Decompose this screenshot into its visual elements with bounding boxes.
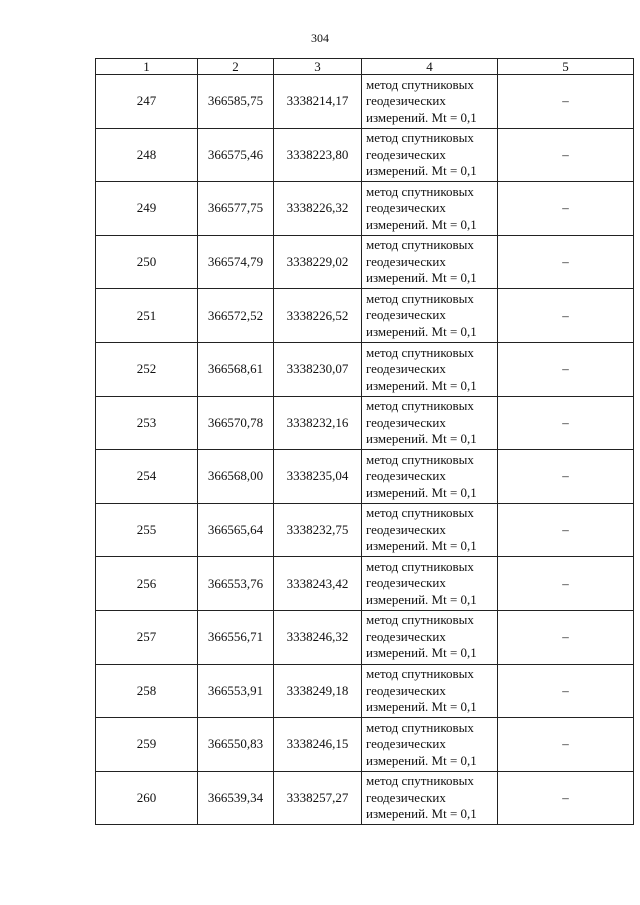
method-line: геодезических xyxy=(366,628,446,644)
coordinate-y: 3338223,80 xyxy=(274,128,362,182)
method-line: геодезических xyxy=(366,789,446,805)
table-header-row xyxy=(96,59,634,75)
method-line: метод спутниковых xyxy=(366,719,474,735)
coordinate-y: 3338246,32 xyxy=(274,610,362,664)
method-description xyxy=(362,664,498,718)
coordinate-y: 3338232,75 xyxy=(274,503,362,557)
point-number: 258 xyxy=(96,664,198,718)
method-line: метод спутниковых xyxy=(366,773,474,789)
method-line: измерений. Mt = 0,1 xyxy=(366,109,477,125)
point-number: 260 xyxy=(96,771,198,825)
method-line: измерений. Mt = 0,1 xyxy=(366,538,477,554)
table-row xyxy=(96,182,634,236)
note-dash: – xyxy=(498,450,634,504)
method-line: геодезических xyxy=(366,575,446,591)
note-dash: – xyxy=(498,235,634,289)
coordinate-y: 3338230,07 xyxy=(274,342,362,396)
method-line: геодезических xyxy=(366,361,446,377)
method-description xyxy=(362,182,498,236)
coordinate-y: 3338226,32 xyxy=(274,182,362,236)
note-dash: – xyxy=(498,664,634,718)
method-description xyxy=(362,450,498,504)
method-line: метод спутниковых xyxy=(366,451,474,467)
method-description xyxy=(362,557,498,611)
coordinate-x: 366570,78 xyxy=(198,396,274,450)
point-number: 259 xyxy=(96,718,198,772)
note-dash: – xyxy=(498,182,634,236)
method-description xyxy=(362,503,498,557)
method-line: метод спутниковых xyxy=(366,76,474,92)
method-line: измерений. Mt = 0,1 xyxy=(366,377,477,393)
table-row xyxy=(96,396,634,450)
coordinate-x: 366553,76 xyxy=(198,557,274,611)
table-row xyxy=(96,771,634,825)
method-description xyxy=(362,342,498,396)
method-line: измерений. Mt = 0,1 xyxy=(366,323,477,339)
method-line: геодезических xyxy=(366,414,446,430)
note-dash: – xyxy=(498,503,634,557)
coordinate-x: 366585,75 xyxy=(198,75,274,129)
method-line: измерений. Mt = 0,1 xyxy=(366,806,477,822)
method-description xyxy=(362,75,498,129)
coordinate-x: 366577,75 xyxy=(198,182,274,236)
point-number: 249 xyxy=(96,182,198,236)
header-col-3: 3 xyxy=(274,59,362,75)
table-body xyxy=(96,75,634,825)
method-line: метод спутниковых xyxy=(366,290,474,306)
method-line: метод спутниковых xyxy=(366,237,474,253)
table-row xyxy=(96,557,634,611)
coordinate-x: 366575,46 xyxy=(198,128,274,182)
method-line: геодезических xyxy=(366,682,446,698)
table-row xyxy=(96,289,634,343)
table-row xyxy=(96,235,634,289)
note-dash: – xyxy=(498,718,634,772)
method-line: метод спутниковых xyxy=(366,666,474,682)
method-line: метод спутниковых xyxy=(366,183,474,199)
coordinate-y: 3338232,16 xyxy=(274,396,362,450)
table-row xyxy=(96,664,634,718)
point-number: 250 xyxy=(96,235,198,289)
method-description xyxy=(362,235,498,289)
coordinate-y: 3338214,17 xyxy=(274,75,362,129)
point-number: 253 xyxy=(96,396,198,450)
method-line: измерений. Mt = 0,1 xyxy=(366,216,477,232)
coordinate-y: 3338249,18 xyxy=(274,664,362,718)
method-line: измерений. Mt = 0,1 xyxy=(366,591,477,607)
table-row xyxy=(96,610,634,664)
method-line: измерений. Mt = 0,1 xyxy=(366,699,477,715)
method-description xyxy=(362,718,498,772)
method-line: метод спутниковых xyxy=(366,130,474,146)
method-line: метод спутниковых xyxy=(366,505,474,521)
point-number: 255 xyxy=(96,503,198,557)
method-line: метод спутниковых xyxy=(366,344,474,360)
method-line: геодезических xyxy=(366,468,446,484)
table-row xyxy=(96,128,634,182)
point-number: 252 xyxy=(96,342,198,396)
page-number: 304 xyxy=(311,31,329,45)
table-row xyxy=(96,503,634,557)
table-row xyxy=(96,75,634,129)
coordinate-x: 366553,91 xyxy=(198,664,274,718)
coordinate-x: 366568,00 xyxy=(198,450,274,504)
header-col-4: 4 xyxy=(362,59,498,75)
table-row xyxy=(96,342,634,396)
coordinate-x: 366565,64 xyxy=(198,503,274,557)
note-dash: – xyxy=(498,128,634,182)
method-line: измерений. Mt = 0,1 xyxy=(366,645,477,661)
coordinate-x: 366556,71 xyxy=(198,610,274,664)
point-number: 247 xyxy=(96,75,198,129)
method-line: геодезических xyxy=(366,307,446,323)
coordinate-y: 3338243,42 xyxy=(274,557,362,611)
table-row xyxy=(96,718,634,772)
method-line: метод спутниковых xyxy=(366,612,474,628)
coordinate-y: 3338246,15 xyxy=(274,718,362,772)
note-dash: – xyxy=(498,342,634,396)
method-line: геодезических xyxy=(366,200,446,216)
coordinate-y: 3338226,52 xyxy=(274,289,362,343)
note-dash: – xyxy=(498,557,634,611)
coordinates-table xyxy=(95,58,634,825)
method-line: измерений. Mt = 0,1 xyxy=(366,484,477,500)
point-number: 256 xyxy=(96,557,198,611)
method-line: измерений. Mt = 0,1 xyxy=(366,163,477,179)
method-description xyxy=(362,289,498,343)
point-number: 257 xyxy=(96,610,198,664)
method-line: измерений. Mt = 0,1 xyxy=(366,431,477,447)
header-col-1: 1 xyxy=(96,59,198,75)
header-col-5: 5 xyxy=(498,59,634,75)
coordinate-y: 3338235,04 xyxy=(274,450,362,504)
coordinate-x: 366574,79 xyxy=(198,235,274,289)
method-line: геодезических xyxy=(366,736,446,752)
method-line: метод спутниковых xyxy=(366,398,474,414)
coordinate-x: 366568,61 xyxy=(198,342,274,396)
point-number: 251 xyxy=(96,289,198,343)
header-col-2: 2 xyxy=(198,59,274,75)
method-line: измерений. Mt = 0,1 xyxy=(366,752,477,768)
method-line: измерений. Mt = 0,1 xyxy=(366,270,477,286)
method-description xyxy=(362,396,498,450)
table-row xyxy=(96,450,634,504)
coordinate-x: 366539,34 xyxy=(198,771,274,825)
note-dash: – xyxy=(498,610,634,664)
note-dash: – xyxy=(498,75,634,129)
method-line: метод спутниковых xyxy=(366,558,474,574)
coordinate-y: 3338229,02 xyxy=(274,235,362,289)
note-dash: – xyxy=(498,771,634,825)
note-dash: – xyxy=(498,289,634,343)
method-line: геодезических xyxy=(366,253,446,269)
point-number: 248 xyxy=(96,128,198,182)
method-description xyxy=(362,610,498,664)
note-dash: – xyxy=(498,396,634,450)
coordinate-x: 366572,52 xyxy=(198,289,274,343)
coordinate-y: 3338257,27 xyxy=(274,771,362,825)
coordinate-x: 366550,83 xyxy=(198,718,274,772)
method-line: геодезических xyxy=(366,521,446,537)
method-line: геодезических xyxy=(366,146,446,162)
method-description xyxy=(362,771,498,825)
point-number: 254 xyxy=(96,450,198,504)
method-line: геодезических xyxy=(366,93,446,109)
method-description xyxy=(362,128,498,182)
